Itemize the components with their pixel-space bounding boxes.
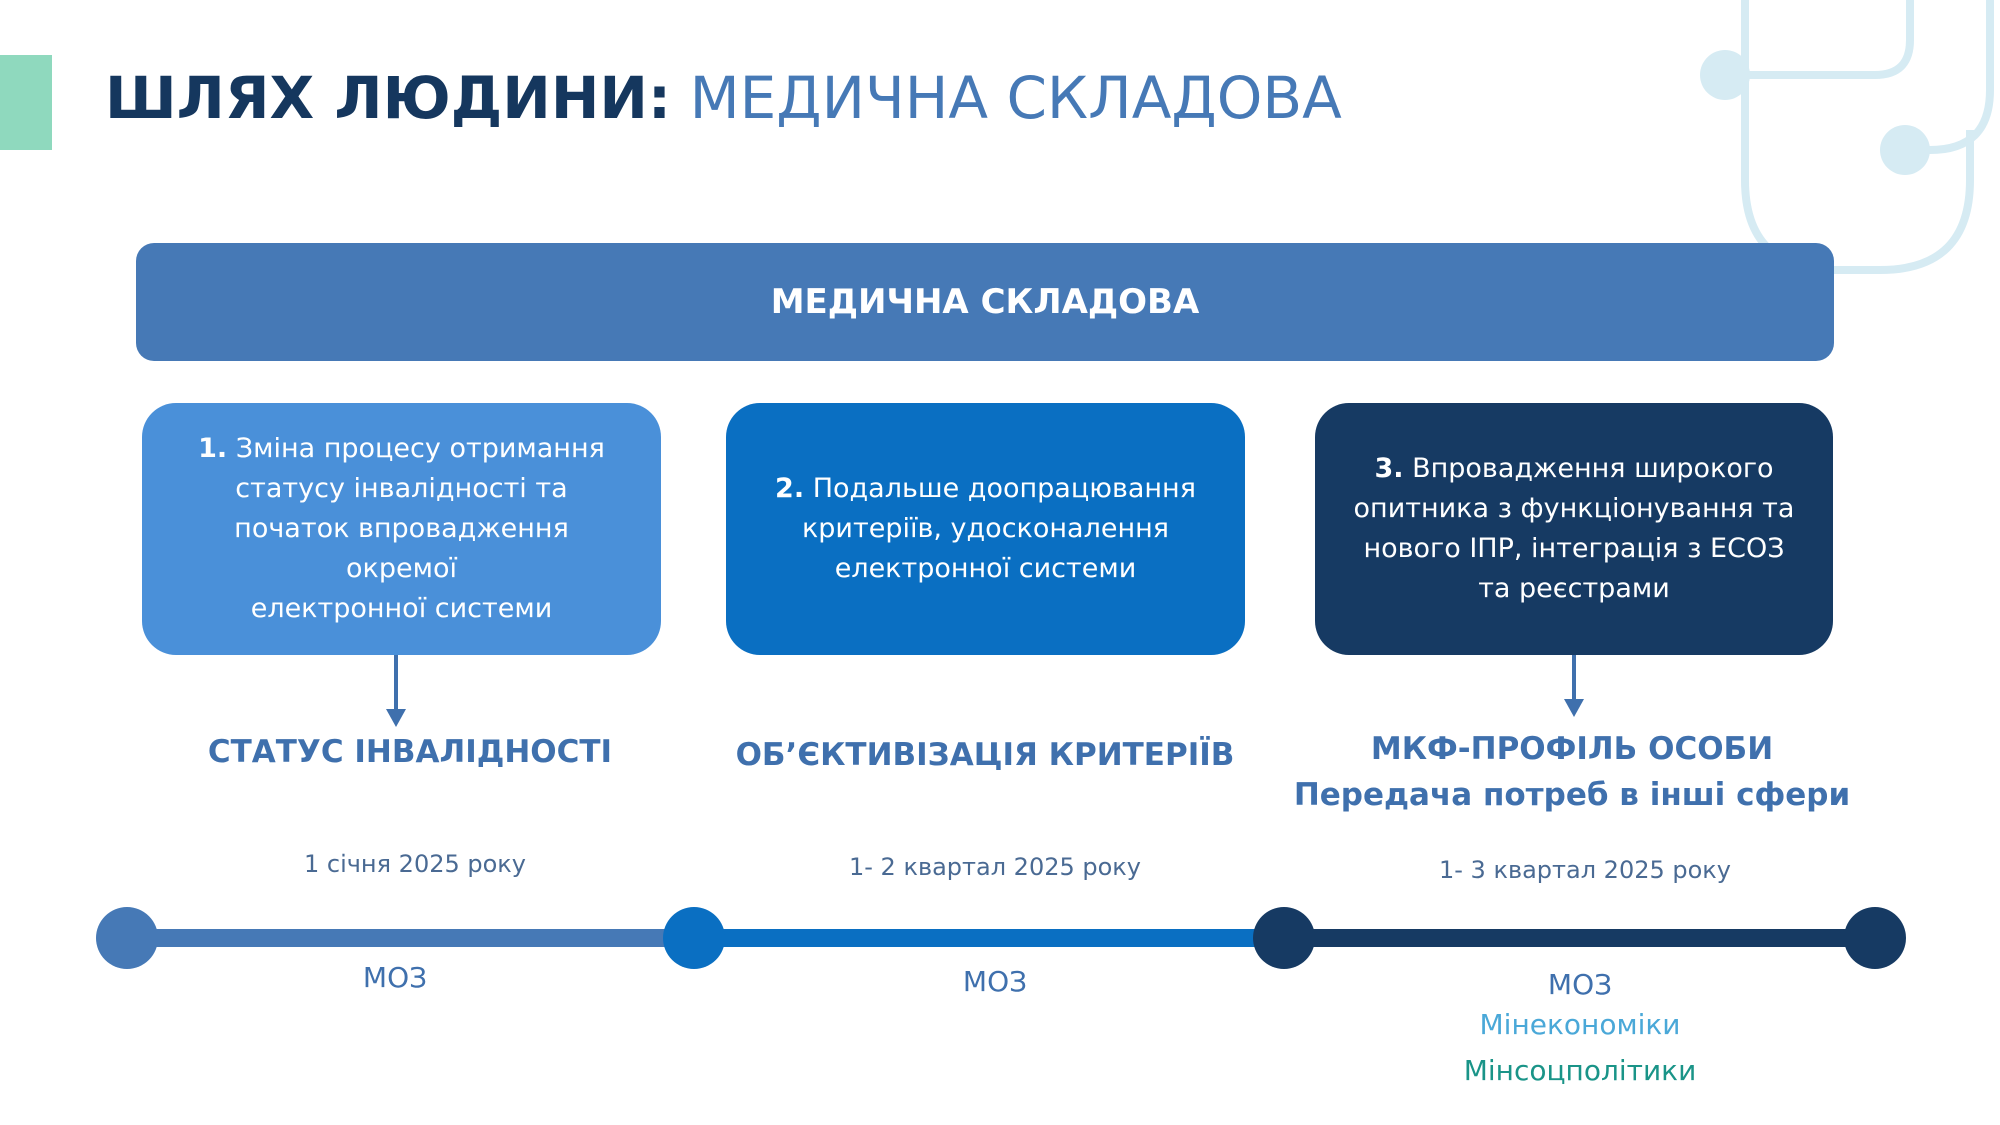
step-text-line: опитника з функціонування та	[1353, 493, 1795, 524]
result-line: МКФ-ПРОФІЛЬ ОСОБИ	[1370, 731, 1774, 767]
step-text-line: електронної системи	[834, 553, 1137, 584]
result-line: СТАТУС ІНВАЛІДНОСТІ	[207, 734, 613, 770]
step-text-line: окремої	[346, 553, 457, 584]
step-number: 2.	[775, 473, 805, 504]
step-text-line: електронної системи	[250, 593, 553, 624]
step-3-card	[1315, 403, 1833, 655]
step-1-card	[142, 403, 661, 655]
step-text-line: початок впровадження	[234, 513, 569, 544]
timeline-dot-1	[96, 907, 158, 969]
step-3-result	[1272, 726, 1872, 818]
page-title-bold: ШЛЯХ ЛЮДИНИ:	[105, 64, 672, 132]
timeline-dot-3	[1253, 907, 1315, 969]
step-3-org-minekonomiky: Мінекономіки	[1479, 1008, 1681, 1041]
page-title	[105, 64, 1342, 134]
step-1-date: 1 січня 2025 року	[303, 850, 527, 878]
step-text-line: нового ІПР, інтеграція з ЕСОЗ	[1363, 533, 1785, 564]
step-number: 1.	[198, 433, 228, 464]
step-text-line: Подальше доопрацювання	[812, 473, 1196, 504]
timeline-segment-1	[127, 929, 695, 947]
timeline-dot-2	[663, 907, 725, 969]
arrow-down-icon	[1564, 655, 1584, 717]
step-text-line: Зміна процесу отримання	[235, 433, 605, 464]
step-3-date: 1- 3 квартал 2025 року	[1438, 856, 1732, 884]
step-2-date: 1- 2 квартал 2025 року	[848, 853, 1142, 881]
step-3-org-moz: МОЗ	[1547, 968, 1613, 1001]
step-1-org: МОЗ	[362, 961, 428, 994]
section-banner: МЕДИЧНА СКЛАДОВА	[136, 243, 1834, 361]
result-line: ОБ’ЄКТИВІЗАЦІЯ КРИТЕРІЇВ	[735, 737, 1235, 773]
step-2-result	[700, 732, 1270, 778]
step-1-result	[160, 729, 660, 775]
timeline-dot-4	[1844, 907, 1906, 969]
step-text-line: статусу інвалідності та	[235, 473, 568, 504]
step-number: 3.	[1374, 453, 1404, 484]
result-line: Передача потреб в інші сфери	[1293, 777, 1851, 813]
step-text-line: Впровадження широкого	[1412, 453, 1774, 484]
arrow-down-icon	[386, 655, 406, 727]
step-text-line: та реєстрами	[1478, 573, 1670, 604]
timeline-segment-2	[695, 929, 1285, 947]
step-2-card	[726, 403, 1245, 655]
page-title-light: МЕДИЧНА СКЛАДОВА	[689, 64, 1342, 132]
step-3-org-minsotspolityky: Мінсоцполітики	[1463, 1054, 1697, 1087]
timeline-segment-3	[1285, 929, 1875, 947]
accent-bar	[0, 55, 52, 150]
step-text-line: критеріїв, удосконалення	[801, 513, 1169, 544]
step-2-org: МОЗ	[962, 965, 1028, 998]
